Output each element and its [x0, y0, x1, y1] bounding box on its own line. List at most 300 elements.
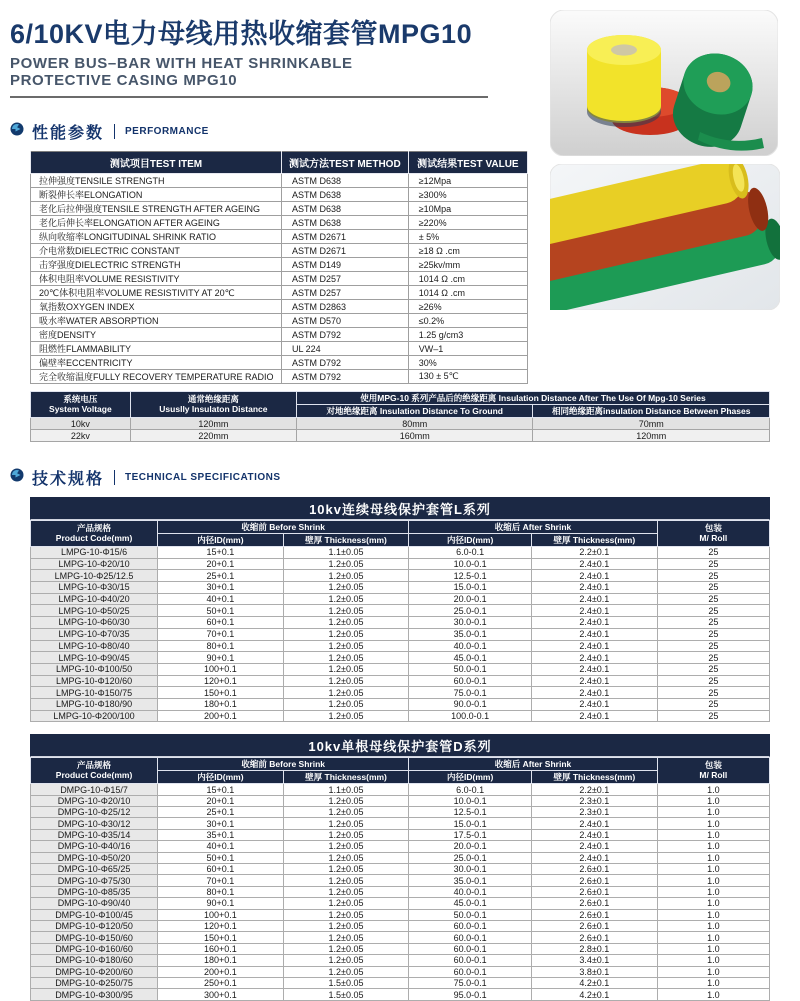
table-cell: DMPG-10-Φ35/14: [31, 829, 158, 840]
spec-header-thickness-before: 壁厚 Thickness(mm): [283, 534, 409, 547]
table-cell: 120+0.1: [158, 675, 284, 687]
table-cell: 2.4±0.1: [532, 687, 658, 699]
perf-header-method: 测试方法TEST METHOD: [281, 152, 408, 174]
table-cell: DMPG-10-Φ100/45: [31, 909, 158, 920]
table-cell: 3.8±0.1: [532, 966, 658, 977]
table-cell: 40.0-0.1: [409, 640, 532, 652]
table-cell: ASTM D638: [281, 202, 408, 216]
table-row: [31, 286, 528, 300]
table-cell: 80+0.1: [158, 640, 284, 652]
subtitle-line-2: PROTECTIVE CASING MPG10: [10, 71, 238, 89]
table-cell: LMPG-10-Φ150/75: [31, 687, 158, 699]
table-cell: 氧指数OXYGEN INDEX: [31, 300, 282, 314]
table-cell: 1.0: [657, 909, 769, 920]
table-cell: DMPG-10-Φ85/35: [31, 886, 158, 897]
table-cell: 95.0-0.1: [409, 989, 532, 1000]
table-cell: 25: [657, 558, 769, 570]
table-cell: 120+0.1: [158, 921, 284, 932]
table-row: [31, 675, 770, 687]
table-row: [31, 921, 770, 932]
table-cell: 老化后拉伸强度TENSILE STRENGTH AFTER AGEING: [31, 202, 282, 216]
table-cell: 25: [657, 570, 769, 582]
volt-header-phases: 相同绝缘距离insulation Distance Between Phases: [533, 405, 770, 418]
table-cell: 25.0-0.1: [409, 605, 532, 617]
table-row: [31, 430, 770, 442]
table-cell: 1.2±0.05: [283, 558, 409, 570]
table-cell: 1.2±0.05: [283, 909, 409, 920]
table-cell: LMPG-10-Φ200/100: [31, 710, 158, 722]
table-cell: 2.6±0.1: [532, 932, 658, 943]
table-cell: 100+0.1: [158, 663, 284, 675]
table-cell: ASTM D2671: [281, 244, 408, 258]
table-cell: 2.4±0.1: [532, 652, 658, 664]
table-cell: 1.5±0.05: [283, 989, 409, 1000]
perf-header-item: 测试项目TEST ITEM: [31, 152, 282, 174]
table-cell: 3.4±0.1: [532, 955, 658, 966]
table-cell: 15.0-0.1: [409, 818, 532, 829]
table-cell: DMPG-10-Φ120/50: [31, 921, 158, 932]
table-cell: 介电常数DIELECTRIC CONSTANT: [31, 244, 282, 258]
performance-table: [30, 151, 528, 384]
table-cell: 35.0-0.1: [409, 875, 532, 886]
d-series-title: 10kv单根母线保护套管D系列: [30, 734, 770, 757]
table-row: [31, 342, 528, 356]
table-row: [31, 174, 528, 188]
section-title-zh: 技术规格: [32, 471, 105, 488]
table-row: [31, 188, 528, 202]
table-cell: 20.0-0.1: [409, 593, 532, 605]
table-cell: ≤0.2%: [408, 314, 527, 328]
table-cell: 1.25 g/cm3: [408, 328, 527, 342]
volt-header-usual: 通常绝缘距离 Ususlly Insulaton Distance: [130, 392, 296, 418]
table-cell: 1.2±0.05: [283, 710, 409, 722]
table-cell: 1.0: [657, 829, 769, 840]
table-cell: 180+0.1: [158, 698, 284, 710]
table-row: [31, 955, 770, 966]
table-cell: 1.2±0.05: [283, 886, 409, 897]
table-cell: ASTM D257: [281, 272, 408, 286]
table-cell: 1.0: [657, 966, 769, 977]
table-row: [31, 652, 770, 664]
table-cell: DMPG-10-Φ25/12: [31, 807, 158, 818]
table-cell: 2.8±0.1: [532, 943, 658, 954]
table-cell: 1.2±0.05: [283, 593, 409, 605]
table-cell: LMPG-10-Φ40/20: [31, 593, 158, 605]
table-row: [31, 593, 770, 605]
table-row: [31, 617, 770, 629]
table-cell: 70+0.1: [158, 875, 284, 886]
table-cell: 25: [657, 605, 769, 617]
table-cell: DMPG-10-Φ65/25: [31, 864, 158, 875]
table-cell: 1.1±0.05: [283, 784, 409, 795]
table-cell: DMPG-10-Φ30/12: [31, 818, 158, 829]
table-cell: 20℃体积电阻率VOLUME RESISTIVITY AT 20℃: [31, 286, 282, 300]
table-cell: 25: [657, 640, 769, 652]
table-cell: 25: [657, 675, 769, 687]
table-cell: 1.2±0.05: [283, 921, 409, 932]
section-separator: [114, 124, 115, 139]
table-cell: 20.0-0.1: [409, 841, 532, 852]
table-cell: 10.0-0.1: [409, 558, 532, 570]
table-cell: DMPG-10-Φ150/60: [31, 932, 158, 943]
table-row: [31, 864, 770, 875]
table-row: [31, 898, 770, 909]
table-cell: 30%: [408, 356, 527, 370]
table-cell: 2.6±0.1: [532, 875, 658, 886]
table-cell: 90.0-0.1: [409, 698, 532, 710]
table-row: [31, 418, 770, 430]
table-cell: 2.4±0.1: [532, 617, 658, 629]
table-row: [31, 977, 770, 988]
table-cell: 12.5-0.1: [409, 570, 532, 582]
table-cell: 2.4±0.1: [532, 663, 658, 675]
spec-header-after: 收缩后 After Shrink: [409, 758, 657, 771]
spec-header-product: 产品规格 Product Code(mm): [31, 521, 158, 547]
table-cell: LMPG-10-Φ80/40: [31, 640, 158, 652]
table-cell: 1.2±0.05: [283, 932, 409, 943]
table-cell: 2.2±0.1: [532, 784, 658, 795]
table-cell: 100+0.1: [158, 909, 284, 920]
table-cell: 1.2±0.05: [283, 628, 409, 640]
table-cell: 35+0.1: [158, 829, 284, 840]
table-cell: 60+0.1: [158, 617, 284, 629]
table-cell: 25+0.1: [158, 570, 284, 582]
table-cell: 1.2±0.05: [283, 829, 409, 840]
table-cell: LMPG-10-Φ15/6: [31, 547, 158, 559]
table-cell: LMPG-10-Φ50/25: [31, 605, 158, 617]
table-cell: 1.2±0.05: [283, 898, 409, 909]
table-cell: LMPG-10-Φ90/45: [31, 652, 158, 664]
table-cell: 断裂伸长率ELONGATION: [31, 188, 282, 202]
table-cell: 2.4±0.1: [532, 818, 658, 829]
table-cell: 70+0.1: [158, 628, 284, 640]
table-cell: 300+0.1: [158, 989, 284, 1000]
table-cell: 1.2±0.05: [283, 875, 409, 886]
table-cell: 老化后伸长率ELONGATION AFTER AGEING: [31, 216, 282, 230]
table-cell: ASTM D257: [281, 286, 408, 300]
table-cell: 75.0-0.1: [409, 977, 532, 988]
table-cell: 200+0.1: [158, 966, 284, 977]
spec-header-thickness-after: 壁厚 Thickness(mm): [532, 534, 658, 547]
table-row: [31, 795, 770, 806]
table-cell: 2.4±0.1: [532, 829, 658, 840]
table-row: [31, 558, 770, 570]
table-cell: 25: [657, 687, 769, 699]
table-row: [31, 258, 528, 272]
table-cell: DMPG-10-Φ40/16: [31, 841, 158, 852]
table-cell: 1.2±0.05: [283, 955, 409, 966]
table-cell: LMPG-10-Φ100/50: [31, 663, 158, 675]
table-cell: 30+0.1: [158, 818, 284, 829]
table-cell: 22kv: [31, 430, 131, 442]
table-cell: 50.0-0.1: [409, 909, 532, 920]
table-cell: 70mm: [533, 418, 770, 430]
table-row: [31, 547, 770, 559]
table-cell: DMPG-10-Φ20/10: [31, 795, 158, 806]
section-title-zh: 性能参数: [32, 125, 105, 142]
table-cell: 50.0-0.1: [409, 663, 532, 675]
table-row: [31, 314, 528, 328]
table-cell: 30.0-0.1: [409, 864, 532, 875]
table-cell: 160+0.1: [158, 943, 284, 954]
table-cell: 拉伸强度TENSILE STRENGTH: [31, 174, 282, 188]
table-row: [31, 829, 770, 840]
table-cell: 1.2±0.05: [283, 652, 409, 664]
table-cell: 2.3±0.1: [532, 795, 658, 806]
table-cell: 90+0.1: [158, 652, 284, 664]
table-cell: ASTM D792: [281, 370, 408, 384]
table-row: [31, 807, 770, 818]
table-cell: 25: [657, 663, 769, 675]
table-cell: LMPG-10-Φ120/60: [31, 675, 158, 687]
table-cell: 15+0.1: [158, 547, 284, 559]
table-cell: 1.0: [657, 784, 769, 795]
table-cell: 15+0.1: [158, 784, 284, 795]
table-cell: ≥10Mpa: [408, 202, 527, 216]
table-cell: LMPG-10-Φ20/10: [31, 558, 158, 570]
table-cell: ≥300%: [408, 188, 527, 202]
table-cell: 180+0.1: [158, 955, 284, 966]
product-photo-tubes: [550, 164, 780, 315]
table-cell: 60.0-0.1: [409, 932, 532, 943]
table-cell: 130 ± 5℃: [408, 370, 527, 384]
table-row: [31, 932, 770, 943]
table-cell: 35.0-0.1: [409, 628, 532, 640]
table-cell: 1.0: [657, 875, 769, 886]
table-cell: DMPG-10-Φ90/40: [31, 898, 158, 909]
table-cell: 1.2±0.05: [283, 852, 409, 863]
volt-header-system: 系统电压 System Voltage: [31, 392, 131, 418]
table-row: [31, 818, 770, 829]
table-cell: 40.0-0.1: [409, 886, 532, 897]
insulation-distance-table: [30, 391, 770, 442]
table-cell: 2.4±0.1: [532, 640, 658, 652]
table-cell: 220mm: [130, 430, 296, 442]
table-cell: 1.2±0.05: [283, 663, 409, 675]
table-cell: 12.5-0.1: [409, 807, 532, 818]
table-cell: 1.0: [657, 841, 769, 852]
table-row: [31, 244, 528, 258]
table-cell: 1.2±0.05: [283, 795, 409, 806]
spec-header-after: 收缩后 After Shrink: [409, 521, 657, 534]
table-cell: 完全收缩温度FULLY RECOVERY TEMPERATURE RADIO: [31, 370, 282, 384]
table-cell: 80+0.1: [158, 886, 284, 897]
table-cell: 2.4±0.1: [532, 628, 658, 640]
table-cell: 1.0: [657, 852, 769, 863]
table-cell: 150+0.1: [158, 932, 284, 943]
table-cell: 2.6±0.1: [532, 898, 658, 909]
table-cell: 1.0: [657, 886, 769, 897]
table-cell: ≥26%: [408, 300, 527, 314]
table-cell: 吸水率WATER ABSORPTION: [31, 314, 282, 328]
table-cell: 1014 Ω .cm: [408, 286, 527, 300]
table-row: [31, 356, 528, 370]
table-row: [31, 272, 528, 286]
spec-header-thickness-before: 壁厚 Thickness(mm): [283, 771, 409, 784]
table-row: [31, 570, 770, 582]
table-cell: 1.0: [657, 955, 769, 966]
table-cell: 1.0: [657, 943, 769, 954]
table-row: [31, 663, 770, 675]
table-row: [31, 370, 528, 384]
table-cell: LMPG-10-Φ25/12.5: [31, 570, 158, 582]
table-cell: 4.2±0.1: [532, 977, 658, 988]
table-cell: 1014 Ω .cm: [408, 272, 527, 286]
volt-header-ground: 对地绝缘距离 Insulation Distance To Ground: [297, 405, 533, 418]
table-cell: 1.2±0.05: [283, 687, 409, 699]
table-cell: 60.0-0.1: [409, 966, 532, 977]
table-cell: 200+0.1: [158, 710, 284, 722]
table-cell: 1.2±0.05: [283, 807, 409, 818]
table-cell: 60.0-0.1: [409, 921, 532, 932]
table-cell: 1.0: [657, 864, 769, 875]
table-cell: 1.1±0.05: [283, 547, 409, 559]
table-cell: 60.0-0.1: [409, 675, 532, 687]
table-cell: ≥220%: [408, 216, 527, 230]
table-cell: 1.2±0.05: [283, 818, 409, 829]
table-cell: 6.0-0.1: [409, 547, 532, 559]
table-cell: 1.2±0.05: [283, 966, 409, 977]
table-cell: 1.2±0.05: [283, 698, 409, 710]
product-photo-rolls: [550, 10, 778, 161]
table-cell: 2.4±0.1: [532, 570, 658, 582]
table-cell: ASTM D2671: [281, 230, 408, 244]
table-cell: 10.0-0.1: [409, 795, 532, 806]
table-cell: 25: [657, 582, 769, 594]
table-cell: ASTM D2863: [281, 300, 408, 314]
table-cell: 4.2±0.1: [532, 989, 658, 1000]
table-cell: 25: [657, 628, 769, 640]
table-cell: 1.0: [657, 921, 769, 932]
table-cell: 80mm: [297, 418, 533, 430]
spec-header-id-after: 内径ID(mm): [409, 534, 532, 547]
table-row: [31, 216, 528, 230]
table-cell: 150+0.1: [158, 687, 284, 699]
table-cell: 1.0: [657, 795, 769, 806]
section-bullet-icon: [10, 468, 24, 487]
table-cell: LMPG-10-Φ180/90: [31, 698, 158, 710]
table-cell: 2.4±0.1: [532, 841, 658, 852]
table-cell: 2.4±0.1: [532, 698, 658, 710]
table-cell: DMPG-10-Φ250/75: [31, 977, 158, 988]
table-cell: 10kv: [31, 418, 131, 430]
table-cell: LMPG-10-Φ70/35: [31, 628, 158, 640]
table-cell: 25: [657, 547, 769, 559]
table-row: [31, 852, 770, 863]
table-cell: DMPG-10-Φ160/60: [31, 943, 158, 954]
table-row: [31, 989, 770, 1000]
table-cell: 15.0-0.1: [409, 582, 532, 594]
table-cell: 160mm: [297, 430, 533, 442]
spec-header-pack: 包装 M/ Roll: [657, 521, 769, 547]
table-cell: 2.4±0.1: [532, 852, 658, 863]
table-cell: ASTM D149: [281, 258, 408, 272]
table-cell: 密度DENSITY: [31, 328, 282, 342]
table-cell: ASTM D570: [281, 314, 408, 328]
page-title: 6/10KV电力母线用热收缩套管MPG10: [10, 19, 473, 49]
table-cell: 1.0: [657, 807, 769, 818]
header-divider: [10, 96, 488, 98]
spec-header-id-before: 内径ID(mm): [158, 771, 284, 784]
table-cell: ASTM D792: [281, 328, 408, 342]
table-cell: 2.6±0.1: [532, 864, 658, 875]
table-cell: 60.0-0.1: [409, 943, 532, 954]
table-cell: ASTM D638: [281, 188, 408, 202]
table-cell: DMPG-10-Φ50/20: [31, 852, 158, 863]
table-cell: 1.2±0.05: [283, 640, 409, 652]
table-cell: 2.4±0.1: [532, 558, 658, 570]
table-row: [31, 698, 770, 710]
spec-header-product: 产品规格 Product Code(mm): [31, 758, 158, 784]
table-cell: 1.2±0.05: [283, 841, 409, 852]
table-row: [31, 909, 770, 920]
table-cell: 17.5-0.1: [409, 829, 532, 840]
table-cell: 30.0-0.1: [409, 617, 532, 629]
section-title-en: PERFORMANCE: [125, 126, 209, 137]
table-row: [31, 640, 770, 652]
table-cell: 体积电阻率VOLUME RESISTIVITY: [31, 272, 282, 286]
table-cell: UL 224: [281, 342, 408, 356]
table-cell: 1.5±0.05: [283, 977, 409, 988]
table-cell: ASTM D638: [281, 174, 408, 188]
table-cell: 1.0: [657, 977, 769, 988]
d-series-block: [30, 734, 770, 1000]
table-cell: 75.0-0.1: [409, 687, 532, 699]
section-separator: [114, 470, 115, 485]
table-cell: 1.2±0.05: [283, 582, 409, 594]
table-cell: DMPG-10-Φ75/30: [31, 875, 158, 886]
table-row: [31, 966, 770, 977]
table-cell: 2.4±0.1: [532, 675, 658, 687]
table-cell: 20+0.1: [158, 558, 284, 570]
table-cell: 40+0.1: [158, 841, 284, 852]
perf-header-value: 测试结果TEST VALUE: [408, 152, 527, 174]
table-row: [31, 687, 770, 699]
volt-header-after-span: 使用MPG-10 系列产品后的绝缘距离 Insulation Distance After The Use Of Mpg-10 Series: [297, 392, 770, 405]
table-cell: 20+0.1: [158, 795, 284, 806]
table-cell: 2.6±0.1: [532, 886, 658, 897]
table-cell: 击穿强度DIELECTRIC STRENGTH: [31, 258, 282, 272]
table-cell: 120mm: [130, 418, 296, 430]
table-cell: 25: [657, 617, 769, 629]
section-specs-heading: [10, 466, 800, 489]
table-cell: 1.0: [657, 898, 769, 909]
table-cell: DMPG-10-Φ300/95: [31, 989, 158, 1000]
table-cell: 1.2±0.05: [283, 675, 409, 687]
table-cell: 阻燃性FLAMMABILITY: [31, 342, 282, 356]
table-cell: 2.4±0.1: [532, 593, 658, 605]
table-row: [31, 710, 770, 722]
table-cell: VW–1: [408, 342, 527, 356]
table-cell: 25: [657, 710, 769, 722]
table-row: [31, 841, 770, 852]
table-cell: ASTM D792: [281, 356, 408, 370]
table-cell: 90+0.1: [158, 898, 284, 909]
table-cell: 45.0-0.1: [409, 652, 532, 664]
d-series-table: [30, 757, 770, 1000]
table-cell: 2.4±0.1: [532, 605, 658, 617]
table-cell: 1.2±0.05: [283, 617, 409, 629]
table-row: [31, 582, 770, 594]
table-cell: ≥25kv/mm: [408, 258, 527, 272]
table-cell: 1.0: [657, 932, 769, 943]
table-cell: 40+0.1: [158, 593, 284, 605]
table-cell: 1.0: [657, 989, 769, 1000]
table-cell: LMPG-10-Φ30/15: [31, 582, 158, 594]
table-row: [31, 328, 528, 342]
l-series-title: 10kv连续母线保护套管L系列: [30, 497, 770, 520]
table-cell: 2.2±0.1: [532, 547, 658, 559]
